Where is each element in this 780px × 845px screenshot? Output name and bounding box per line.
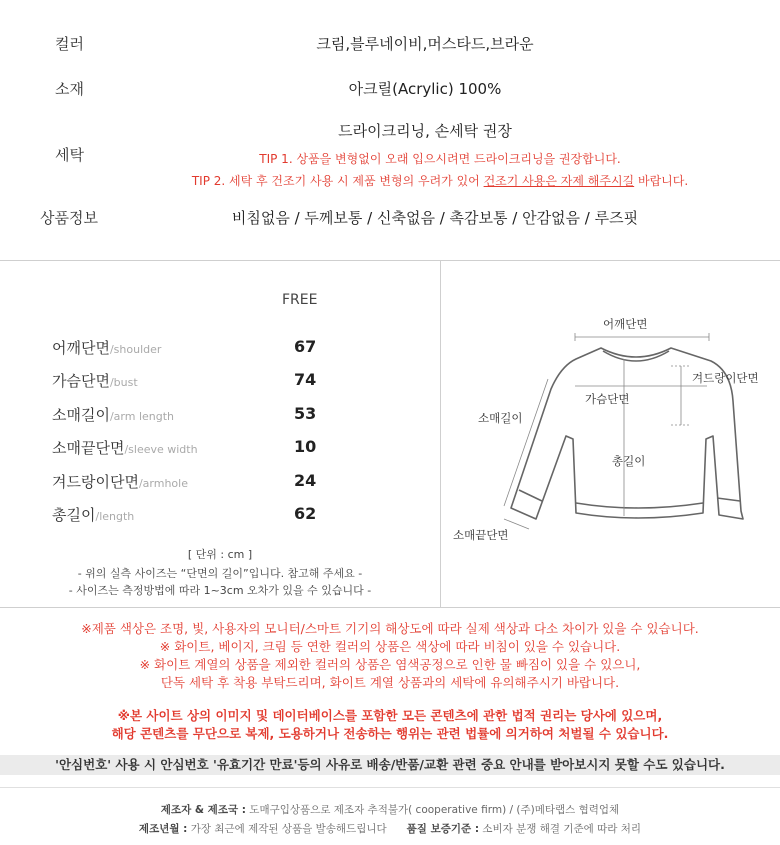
- size-row-shoulder: 어깨단면/shoulder: [52, 339, 162, 357]
- unit-note: [ 단위 : cm ]: [187, 548, 253, 561]
- notice-dye-1: ※ 화이트 계열의 상품을 제외한 컬러의 상품은 염색공정으로 인한 물 빠짐이 있을 수 있으니,: [139, 657, 641, 672]
- safe-number-text: '안심번호' 사용 시 안심번호 '유효기간 만료'등의 사유로 배송/반품/교환 관련 중요 안내를 받아보시지 못할 수도 있습니다.: [55, 757, 725, 772]
- divider: [0, 607, 780, 608]
- diagram-cuff-label: 소매끝단면: [453, 528, 509, 542]
- wash-value: 드라이크리닝, 손세탁 권장: [338, 122, 512, 140]
- material-value: 아크릴(Acrylic) 100%: [348, 80, 502, 98]
- product-info-value: 비침없음 / 두께보통 / 신축없음 / 촉감보통 / 안감없음 / 루즈핏: [231, 209, 639, 227]
- notice-dye-2: 단독 세탁 후 착용 부탁드리며, 화이트 계열 상품과의 세탁에 유의해주시기 바랍니다.: [160, 675, 620, 690]
- sweater-diagram: [441, 261, 780, 607]
- size-value-sleeve-width: 10: [294, 437, 317, 456]
- size-value-arm: 53: [294, 404, 317, 423]
- wash-tip-1: TIP 1. 상품을 변형없이 오래 입으시려면 드라이크리닝을 권장합니다.: [259, 152, 621, 166]
- product-info-label: 상품정보: [40, 209, 98, 227]
- notice-transparency: ※ 화이트, 베이지, 크림 등 연한 컬러의 상품은 색상에 따라 비침이 있을 수 있습니다.: [159, 639, 621, 654]
- size-row-bust: 가슴단면/bust: [52, 372, 138, 390]
- size-value-length: 62: [294, 504, 317, 523]
- diagram-sleeve-label: 소매길이: [478, 411, 523, 425]
- size-value-bust: 74: [294, 370, 317, 389]
- size-note-2: - 사이즈는 측정방법에 따라 1~3cm 오차가 있을 수 있습니다 -: [68, 584, 372, 597]
- footer-maker: 제조자 & 제조국 : 도매구입상품으로 제조자 추적불가( cooperative firm) / (주)메타랩스 협력업체: [160, 804, 620, 816]
- diagram-shoulder-label: 어깨단면: [603, 317, 648, 331]
- size-note-1: - 위의 실측 사이즈는 “단면의 길이”입니다. 참고해 주세요 -: [77, 567, 363, 580]
- diagram-armhole-label: 겨드랑이단면: [692, 371, 759, 385]
- size-row-arm: 소매길이/arm length: [52, 406, 175, 424]
- material-label: 소재: [55, 80, 84, 98]
- diagram-length-label: 총길이: [612, 454, 646, 468]
- divider: [0, 787, 780, 788]
- color-value: 크림,블루네이비,머스타드,브라운: [316, 35, 534, 53]
- size-row-sleeve-width: 소매끝단면/sleeve width: [52, 439, 198, 457]
- size-header: FREE: [282, 292, 318, 308]
- safe-number-banner: [0, 755, 780, 775]
- wash-tip-2: TIP 2. 세탁 후 건조기 사용 시 제품 변형의 우려가 있어 건조기 사용은 자제 해주시길 바랍니다.: [191, 174, 689, 188]
- size-row-length: 총길이/length: [52, 506, 135, 524]
- notice-copyright-2: 해당 콘텐츠를 무단으로 복제, 도용하거나 전송하는 행위는 관련 법률에 의거하여 처벌될 수 있습니다.: [111, 726, 669, 741]
- size-value-armhole: 24: [294, 471, 317, 490]
- size-row-armhole: 겨드랑이단면/armhole: [52, 473, 188, 491]
- color-label: 컬러: [55, 35, 84, 53]
- footer-date-warranty: 제조년월 : 가장 최근에 제작된 상품을 발송해드립니다 품질 보증기준 : 소비자 분쟁 해결 기준에 따라 처리: [138, 823, 642, 835]
- notice-color: ※제품 색상은 조명, 빛, 사용자의 모니터/스마트 기기의 해상도에 따라 실제 색상과 다소 차이가 있을 수 있습니다.: [81, 621, 699, 636]
- wash-label: 세탁: [55, 146, 84, 164]
- size-value-shoulder: 67: [294, 337, 317, 356]
- notice-copyright-1: ※본 사이트 상의 이미지 및 데이터베이스를 포함한 모든 콘텐츠에 관한 법적 권리는 당사에 있으며,: [117, 708, 663, 723]
- diagram-bust-label: 가슴단면: [585, 392, 630, 406]
